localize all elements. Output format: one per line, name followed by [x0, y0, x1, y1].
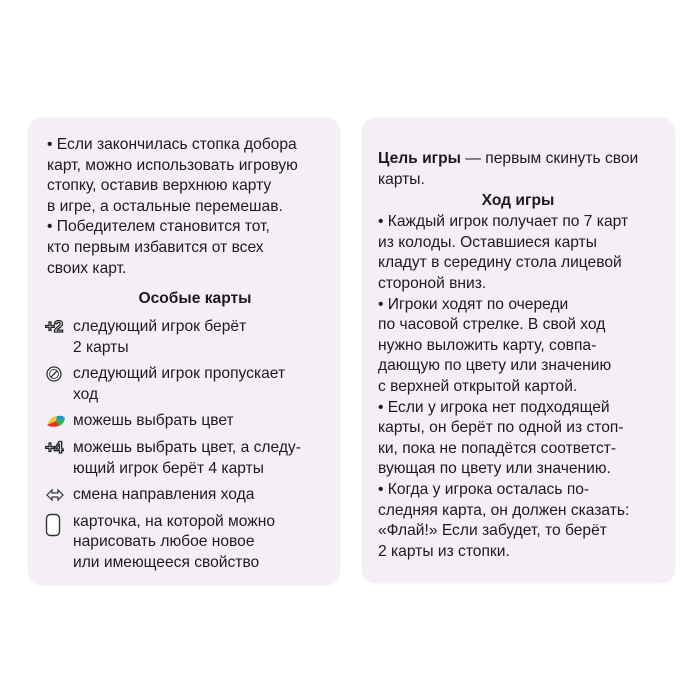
rules-text — [378, 149, 658, 562]
goal-label: Цель игры — [378, 150, 462, 167]
text-line: • Игроки ходят по очереди — [378, 295, 569, 313]
text-line: можешь выбрать цвет — [73, 412, 234, 430]
text-line: из колоды. Оставшиеся карты — [378, 233, 597, 251]
special-card-item — [45, 512, 335, 574]
text-line: дающую по цвету или значению — [378, 357, 612, 375]
text-line: стороной вниз. — [378, 274, 487, 292]
text-line: • Каждый игрок получает по 7 карт — [378, 213, 629, 231]
text-line: смена направления хода — [73, 486, 255, 504]
text-line: своих карт. — [47, 259, 127, 277]
text-line: нарисовать любое новое — [73, 533, 255, 551]
text-line: с верхней открытой картой. — [378, 377, 578, 395]
special-card-item — [45, 485, 335, 506]
text-line: «Флай!» Если забудет, то берёт — [378, 522, 607, 540]
text-line: вующая по цвету или значению. — [378, 460, 611, 478]
plus-two-icon: +2 — [45, 317, 63, 336]
text-line: стопку, оставив верхнюю карту — [47, 177, 272, 195]
special-card-item — [45, 317, 335, 358]
special-card-item — [45, 364, 335, 405]
plus-four-icon: +4 — [45, 437, 63, 457]
text-line: кто первым избавится от всех — [47, 238, 264, 256]
special-card-item — [45, 438, 335, 479]
text-line: карточка, на которой можно — [73, 512, 275, 530]
rules-card-left — [28, 118, 340, 585]
text-line: • Победителем становится тот, — [47, 218, 270, 236]
text-line: карты, он берёт по одной из стоп- — [378, 419, 624, 437]
text-line: карты. — [378, 170, 425, 188]
text-line: ход — [73, 385, 99, 403]
text-line: или имеющееся свойство — [73, 553, 260, 571]
text-line: ющий игрок берёт 4 карты — [73, 459, 264, 477]
text-line: карт, можно использовать игровую — [47, 156, 298, 174]
text-line: следняя карта, он должен сказать: — [378, 501, 630, 519]
text-line: • Когда у игрока осталась по- — [378, 480, 590, 498]
text-line: следующий игрок берёт — [73, 318, 247, 335]
text-line: • Если у игрока нет подходящей — [378, 398, 610, 416]
special-cards-title: Особые карты — [138, 290, 252, 307]
reverse-icon — [45, 485, 73, 505]
goal-text: — первым скинуть свои — [461, 150, 639, 167]
text-line: по часовой стрелке. В свой ход — [378, 316, 606, 334]
text-line: 2 карты из стопки. — [378, 542, 510, 560]
text-line: можешь выбрать цвет, а следу- — [73, 438, 301, 456]
color-wheel-icon — [45, 411, 73, 431]
intro-text — [47, 135, 298, 279]
text-line: следующий игрок пропускает — [73, 365, 286, 383]
skip-icon — [45, 364, 73, 384]
text-line: ки, пока не попадётся соответст- — [378, 439, 617, 457]
rules-card-right — [362, 118, 675, 583]
text-line: в игре, а остальные перемешав. — [47, 197, 283, 215]
special-card-item — [45, 411, 335, 432]
text-line: кладут в середину стола лицевой — [378, 254, 622, 272]
text-line: 2 карты — [73, 338, 129, 356]
blank-card-icon — [45, 512, 73, 538]
goal-line — [378, 149, 658, 170]
text-line: • Если закончилась стопка добора — [47, 136, 297, 153]
text-line: нужно выложить карту, совпа- — [378, 336, 597, 354]
special-cards-section — [45, 288, 335, 580]
turn-title: Ход игры — [481, 192, 555, 210]
